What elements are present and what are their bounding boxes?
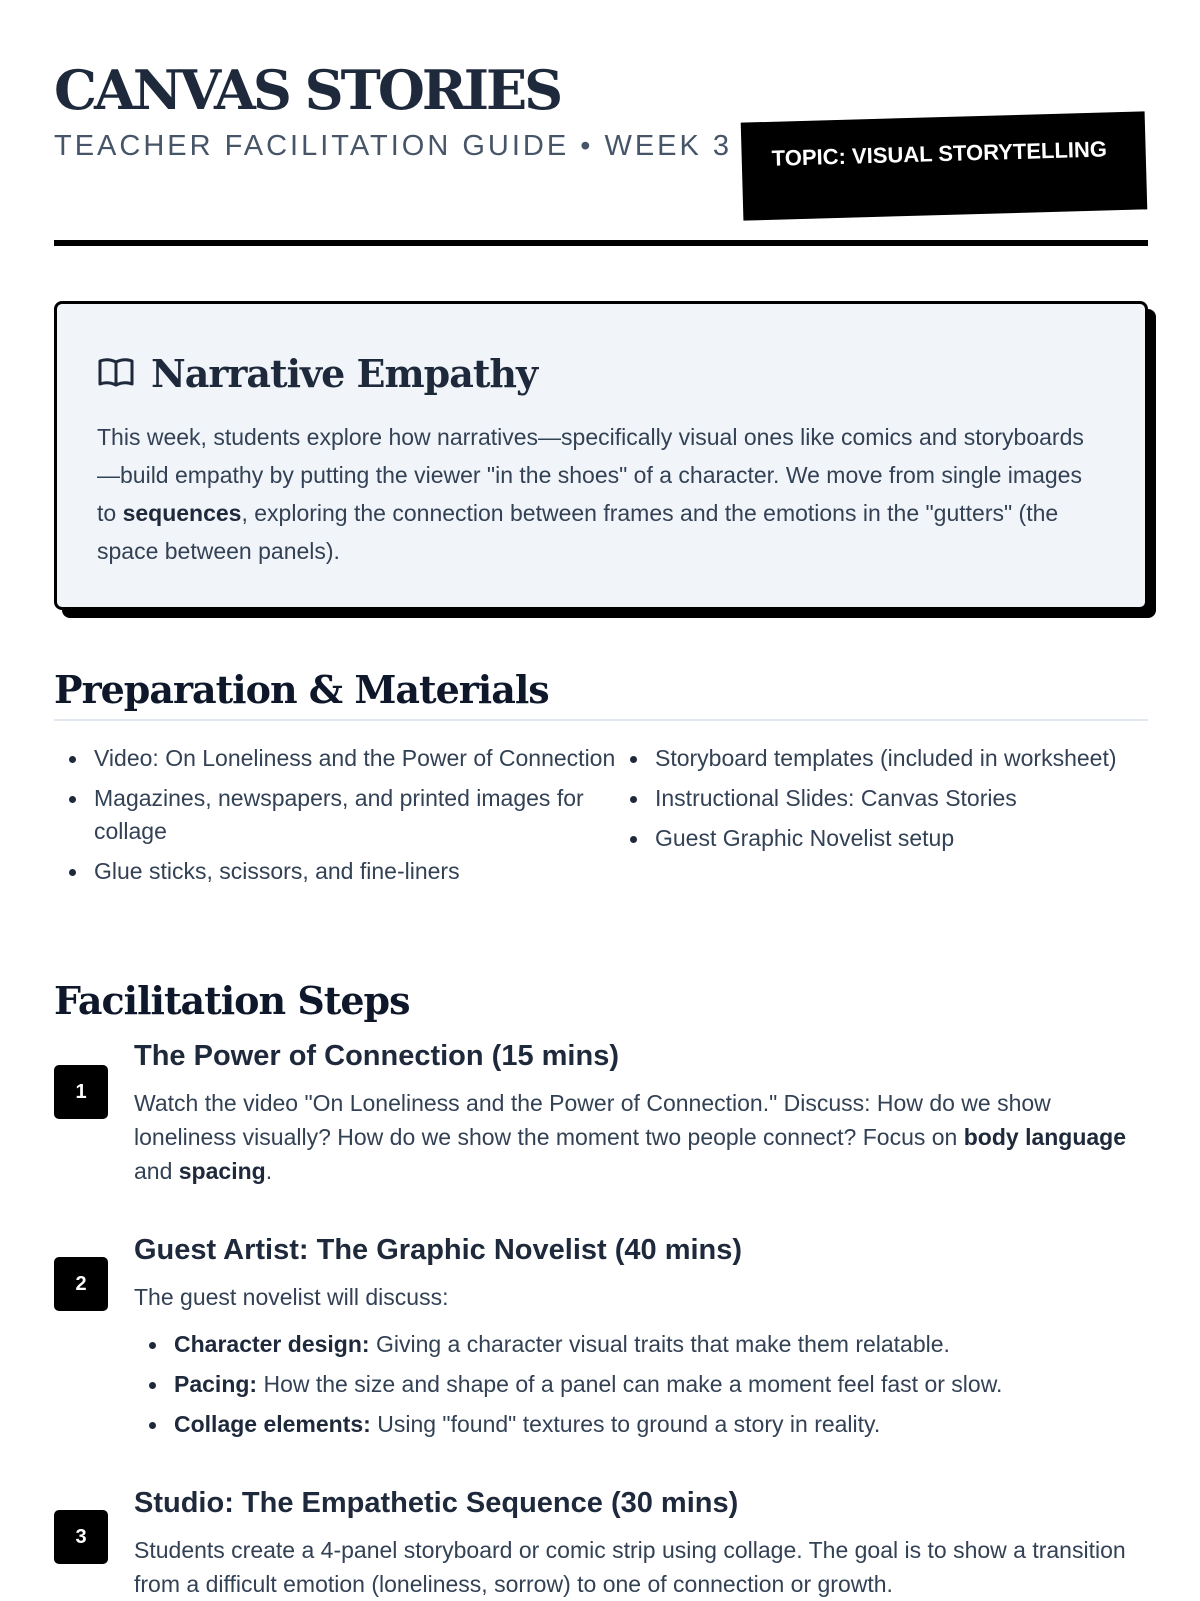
list-item: Magazines, newspapers, and printed images for collage — [94, 782, 624, 848]
step-number-badge: 1 — [54, 1065, 108, 1119]
step-text: The guest novelist will discuss: — [134, 1284, 449, 1310]
page-subtitle: TEACHER FACILITATION GUIDE • WEEK 3 — [54, 130, 733, 162]
materials-list-right — [615, 742, 1155, 862]
step-title: Guest Artist: The Graphic Novelist (40 mins) — [134, 1234, 743, 1266]
list-item: Video: On Loneliness and the Power of Connection — [94, 742, 624, 775]
list-item: Storyboard templates (included in worksheet) — [655, 742, 1155, 775]
intro-text: This week, students explore how narratives—specifically visual ones like comics and storyboards—build empathy by putting the viewer "in the shoes" of a character. We move from single images to sequences, exploring the connection between frames and the emotions in the "gutters" (the space between panels). — [97, 424, 1084, 564]
intro-heading — [97, 348, 1105, 398]
step-title: Studio: The Empathetic Sequence (30 mins) — [134, 1487, 739, 1519]
materials-list-left — [54, 742, 624, 895]
step-text: Students create a 4-panel storyboard or comic strip using collage. The goal is to show a transition from a difficult emotion (loneliness, sorrow) to one of connection or growth. — [134, 1537, 1126, 1597]
page-title: CANVAS STORIES — [54, 58, 561, 122]
header-divider — [54, 240, 1148, 246]
step-title: The Power of Connection (15 mins) — [134, 1040, 619, 1072]
step-number-badge: 3 — [54, 1510, 108, 1564]
topic-badge: TOPIC: VISUAL STORYTELLING — [741, 111, 1148, 220]
list-item: Pacing: How the size and shape of a panel can make a moment feel fast or slow. — [174, 1368, 1144, 1401]
list-item: Character design: Giving a character visual traits that make them relatable. — [174, 1328, 1144, 1361]
book-open-icon — [97, 356, 135, 390]
intro-title: Narrative Empathy — [151, 350, 538, 396]
list-item: Guest Graphic Novelist setup — [655, 822, 1155, 855]
intro-card — [54, 301, 1148, 610]
step-text: Watch the video "On Loneliness and the Power of Connection." Discuss: How do we show loneliness visually? How do we show the moment two people connect? Focus on body language and spacing. — [134, 1090, 1127, 1184]
materials-divider — [54, 719, 1148, 721]
step-number-badge: 2 — [54, 1257, 108, 1311]
list-item: Collage elements: Using "found" textures to ground a story in reality. — [174, 1408, 1144, 1441]
step-bullet-list — [134, 1328, 1144, 1441]
steps-heading: Facilitation Steps — [54, 978, 410, 1023]
list-item: Glue sticks, scissors, and fine-liners — [94, 855, 624, 888]
list-item: Instructional Slides: Canvas Stories — [655, 782, 1155, 815]
materials-heading: Preparation & Materials — [54, 667, 549, 712]
